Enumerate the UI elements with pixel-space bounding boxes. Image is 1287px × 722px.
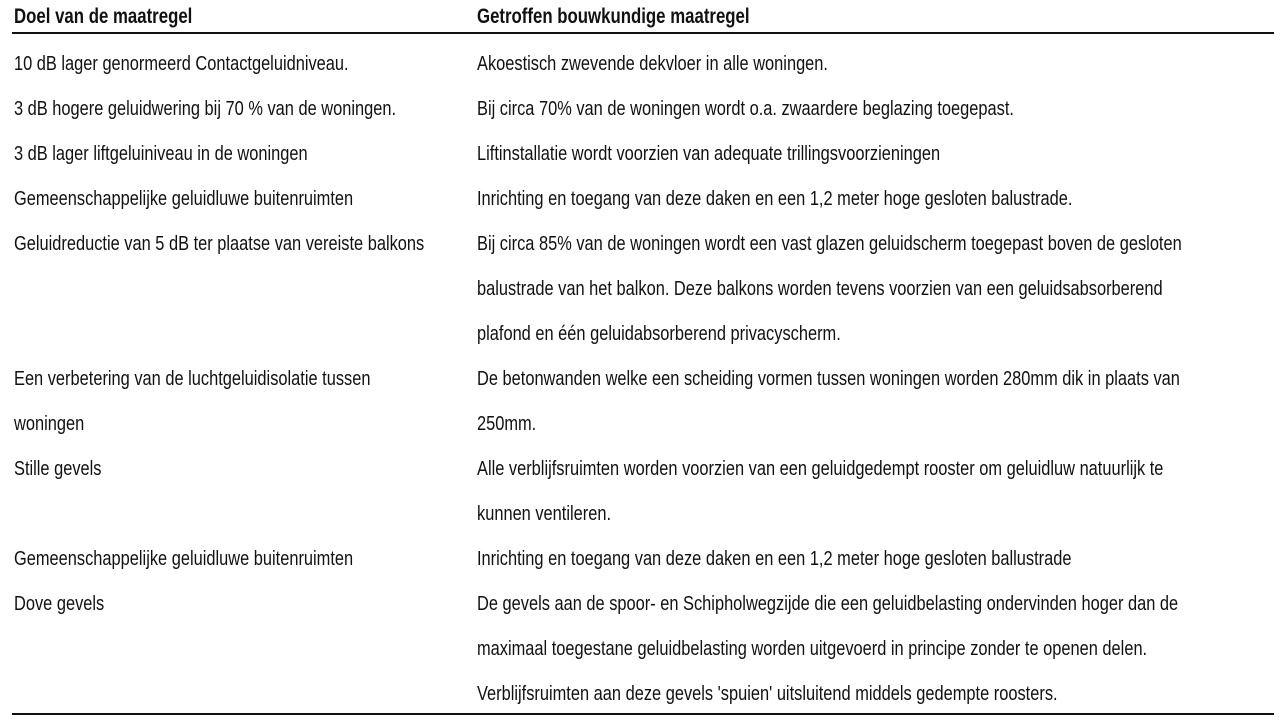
cell-doel: Stille gevels	[14, 457, 102, 480]
cell-maatregel: De gevels aan de spoor- en Schipholwegzijde die een geluidbelasting ondervinden hoger dan de	[477, 592, 1179, 615]
cell-doel: woningen	[14, 412, 85, 435]
cell-doel: Dove gevels	[14, 592, 105, 615]
cell-maatregel: kunnen ventileren.	[477, 502, 612, 525]
cell-doel: Gemeenschappelijke geluidluwe buitenruimten	[14, 187, 354, 210]
header-rule	[12, 32, 1274, 34]
header-maatregel: Getroffen bouwkundige maatregel	[477, 5, 750, 28]
cell-maatregel: De betonwanden welke een scheiding vormen tussen woningen worden 280mm dik in plaats van	[477, 367, 1180, 390]
cell-maatregel: Bij circa 70% van de woningen wordt o.a. zwaardere beglazing toegepast.	[477, 97, 1014, 120]
cell-doel: Geluidreductie van 5 dB ter plaatse van vereiste balkons	[14, 232, 425, 255]
cell-maatregel: Verblijfsruimten aan deze gevels 'spuien' uitsluitend middels gedempte roosters.	[477, 682, 1058, 705]
cell-maatregel: Akoestisch zwevende dekvloer in alle woningen.	[477, 52, 828, 75]
cell-maatregel: balustrade van het balkon. Deze balkons worden tevens voorzien van een geluidsabsorberend	[477, 277, 1163, 300]
cell-maatregel: Liftinstallatie wordt voorzien van adequate trillingsvoorzieningen	[477, 142, 941, 165]
cell-maatregel: 250mm.	[477, 412, 537, 435]
cell-doel: 3 dB lager liftgeluiniveau in de woningen	[14, 142, 308, 165]
cell-maatregel: Inrichting en toegang van deze daken en een 1,2 meter hoge gesloten balustrade.	[477, 187, 1073, 210]
cell-doel: Een verbetering van de luchtgeluidisolatie tussen	[14, 367, 371, 390]
cell-doel: Gemeenschappelijke geluidluwe buitenruimten	[14, 547, 354, 570]
bottom-rule	[12, 713, 1274, 715]
cell-doel: 10 dB lager genormeerd Contactgeluidniveau.	[14, 52, 349, 75]
cell-maatregel: plafond en één geluidabsorberend privacyscherm.	[477, 322, 841, 345]
cell-doel: 3 dB hogere geluidwering bij 70 % van de woningen.	[14, 97, 397, 120]
cell-maatregel: Alle verblijfsruimten worden voorzien van een geluidgedempt rooster om geluidluw natuurlijk te	[477, 457, 1164, 480]
cell-maatregel: Bij circa 85% van de woningen wordt een vast glazen geluidscherm toegepast boven de gesloten	[477, 232, 1182, 255]
cell-maatregel: Inrichting en toegang van deze daken en een 1,2 meter hoge gesloten ballustrade	[477, 547, 1072, 570]
cell-maatregel: maximaal toegestane geluidbelasting worden uitgevoerd in principe zonder te openen delen.	[477, 637, 1148, 660]
header-doel: Doel van de maatregel	[14, 5, 193, 28]
